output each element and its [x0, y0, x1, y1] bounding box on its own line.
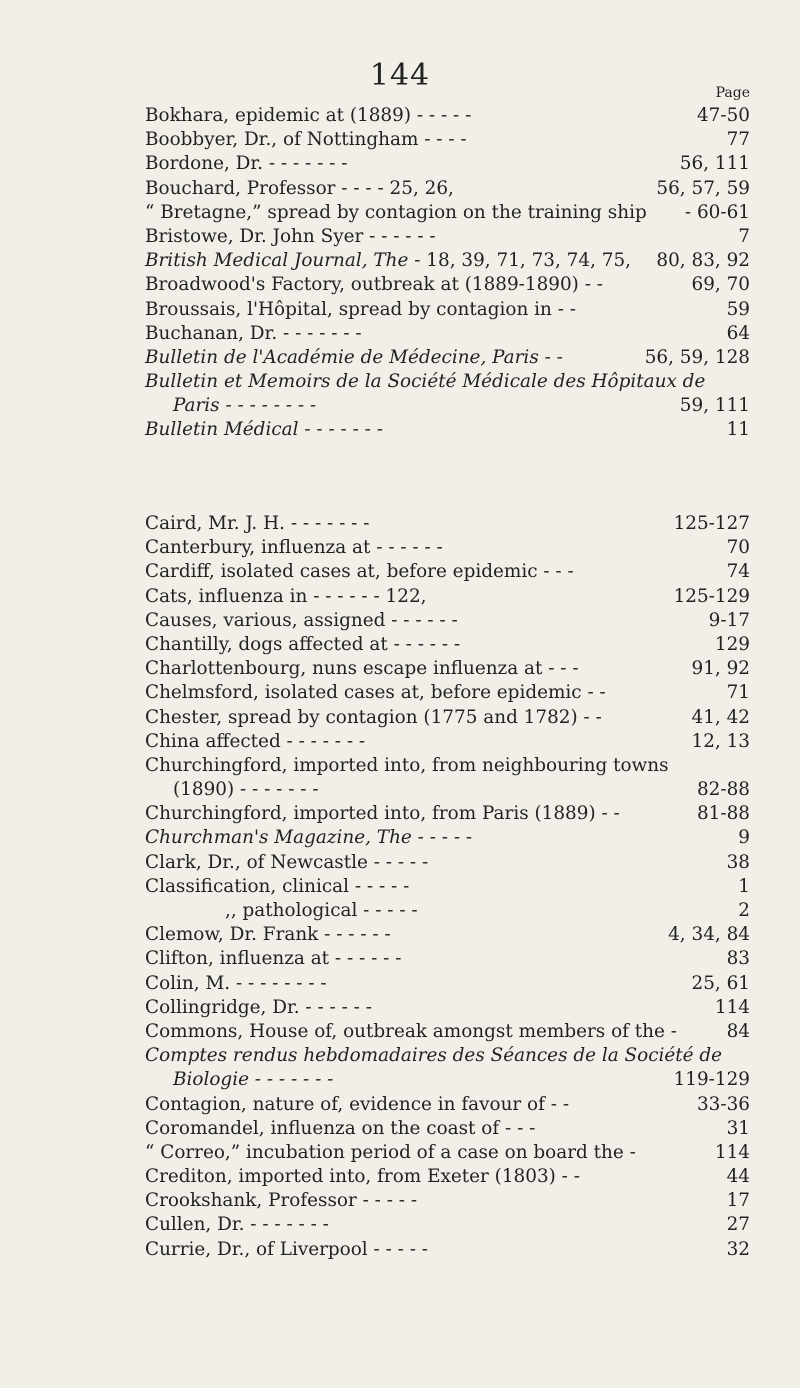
entry-pages: 84	[726, 1020, 750, 1042]
entry-pages: 82-88	[696, 779, 750, 801]
entry-pages: 25, 61	[691, 972, 750, 994]
index-entry	[145, 826, 750, 850]
entry-pages: 33-36	[696, 1093, 750, 1115]
entry-text: Chelmsford, isolated cases at, before epidemic - -	[145, 682, 606, 704]
entry-text: Crediton, imported into, from Exeter (1803) - -	[145, 1166, 580, 1188]
index-entry	[145, 418, 750, 442]
entry-text: Boobbyer, Dr., of Nottingham - - - -	[145, 129, 467, 151]
index-entry	[145, 1068, 750, 1092]
entry-text: Chester, spread by contagion (1775 and 1782) - -	[145, 706, 602, 728]
index-entry	[145, 249, 750, 273]
entry-text: Churchman's Magazine, The - - - - -	[145, 827, 473, 849]
entry-pages: 125-127	[673, 513, 750, 534]
index-entry	[145, 1165, 750, 1189]
index-entry	[145, 754, 750, 778]
entry-text: Classification, clinical - - - - -	[145, 875, 410, 897]
entry-pages: 114	[714, 1141, 750, 1163]
index-entry	[145, 346, 750, 370]
index-entry	[145, 152, 750, 176]
entry-pages: 119-129	[673, 1069, 750, 1091]
entry-text: ,, pathological - - - - -	[225, 900, 418, 921]
entry-text: “ Bretagne,” spread by contagion on the training ship	[145, 201, 647, 223]
index-entry	[145, 947, 750, 971]
index-entry	[145, 273, 750, 297]
entry-pages: 56, 57, 59	[656, 177, 750, 199]
entry-text: Bouchard, Professor - - - - 25, 26,	[145, 177, 454, 199]
index-entry	[145, 972, 750, 996]
entry-pages: 59	[726, 298, 750, 320]
index-section-b	[145, 104, 750, 443]
index-entry	[145, 177, 750, 201]
page-number: 144	[369, 58, 431, 93]
index-entry	[145, 706, 750, 730]
index-entry	[145, 657, 750, 681]
entry-text: Bulletin de l'Académie de Médecine, Paris - -	[145, 346, 563, 368]
entry-pages: 81-88	[696, 803, 750, 825]
entry-text: Colin, M. - - - - - - - -	[145, 972, 327, 994]
index-entry	[145, 512, 750, 536]
entry-pages: 1	[738, 875, 750, 897]
entry-pages: 31	[726, 1117, 750, 1139]
entry-pages: 32	[726, 1238, 750, 1260]
index-entry	[145, 298, 750, 322]
index-section-c	[145, 512, 750, 1262]
entry-pages: 27	[726, 1214, 750, 1236]
index-entry	[145, 923, 750, 947]
entry-text: Bokhara, epidemic at (1889) - - - - -	[145, 105, 472, 126]
index-entry	[145, 778, 750, 802]
index-entry	[145, 1044, 750, 1068]
entry-text: Clark, Dr., of Newcastle - - - - -	[145, 851, 429, 873]
entry-pages: 80, 83, 92	[656, 250, 750, 272]
index-entry	[145, 1117, 750, 1141]
entry-text: China affected - - - - - - -	[145, 730, 366, 752]
index-entry	[145, 394, 750, 418]
index-entry	[145, 225, 750, 249]
entry-text: Bulletin et Memoirs de la Société Médicale des Hôpitaux de	[145, 371, 706, 393]
entry-text: Biologie - - - - - - -	[173, 1069, 334, 1091]
index-entry	[145, 370, 750, 394]
entry-text: Contagion, nature of, evidence in favour of - -	[145, 1093, 570, 1115]
entry-pages: 7	[738, 225, 750, 247]
entry-pages: 91, 92	[691, 658, 750, 680]
entry-text: Cardiff, isolated cases at, before epidemic - - -	[145, 561, 574, 583]
entry-text: Commons, House of, outbreak amongst members of the -	[145, 1020, 677, 1042]
entry-pages: 4, 34, 84	[668, 924, 750, 946]
index-entry	[145, 851, 750, 875]
entry-text: Churchingford, imported into, from neighbouring towns	[145, 754, 669, 776]
entry-pages: 125-129	[673, 585, 750, 607]
entry-text: Crookshank, Professor - - - - -	[145, 1190, 418, 1212]
entry-pages: 59, 111	[679, 395, 750, 417]
entry-text: Clifton, influenza at - - - - - -	[145, 948, 402, 970]
entry-pages: 12, 13	[691, 730, 750, 752]
index-entry	[145, 899, 750, 923]
entry-text: British Medical Journal, The - 18, 39, 71, 73, 74, 75,	[145, 250, 632, 272]
entry-text: Caird, Mr. J. H. - - - - - - -	[145, 513, 370, 534]
entry-pages: 9	[738, 827, 750, 849]
entry-pages: 69, 70	[691, 274, 750, 296]
index-entry	[145, 1020, 750, 1044]
entry-pages: 56, 59, 128	[644, 346, 750, 368]
entry-text: Bristowe, Dr. John Syer - - - - - -	[145, 225, 436, 247]
index-entry	[145, 633, 750, 657]
index-entry	[145, 322, 750, 346]
index-entry	[145, 536, 750, 560]
entry-text: Cullen, Dr. - - - - - - -	[145, 1214, 329, 1236]
entry-text: Currie, Dr., of Liverpool - - - - -	[145, 1238, 428, 1260]
entry-title-italic: Churchman's Magazine, The	[145, 827, 412, 849]
entry-pages: 83	[726, 948, 750, 970]
index-entry	[145, 730, 750, 754]
entry-pages: 56, 111	[679, 153, 750, 175]
entry-title-italic: British Medical Journal, The	[145, 250, 409, 272]
entry-pages: 77	[726, 129, 750, 151]
entry-text: Paris - - - - - - - -	[173, 395, 317, 417]
entry-text: Broussais, l'Hôpital, spread by contagion in - -	[145, 298, 577, 320]
entry-pages: 129	[714, 633, 750, 655]
index-entry	[145, 1238, 750, 1262]
entry-pages: 47-50	[696, 105, 750, 126]
index-entry	[145, 802, 750, 826]
entry-text: Churchingford, imported into, from Paris (1889) - -	[145, 803, 620, 825]
entry-text: Charlottenbourg, nuns escape influenza at - - -	[145, 658, 579, 680]
entry-pages: 41, 42	[691, 706, 750, 728]
entry-text: Broadwood's Factory, outbreak at (1889-1890) - -	[145, 274, 603, 296]
entry-text: Collingridge, Dr. - - - - - -	[145, 996, 372, 1018]
entry-text: Chantilly, dogs affected at - - - - - -	[145, 633, 461, 655]
index-entry	[145, 1189, 750, 1213]
entry-pages: 70	[726, 537, 750, 559]
entry-text: Buchanan, Dr. - - - - - - -	[145, 322, 362, 344]
entry-pages: 17	[726, 1190, 750, 1212]
index-entry	[145, 996, 750, 1020]
entry-text: Cats, influenza in - - - - - - 122,	[145, 585, 427, 607]
entry-text: Clemow, Dr. Frank - - - - - -	[145, 924, 391, 946]
index-entry	[145, 1141, 750, 1165]
entry-text: Bulletin Médical - - - - - - -	[145, 419, 383, 441]
entry-pages: 114	[714, 996, 750, 1018]
entry-text: Bordone, Dr. - - - - - - -	[145, 153, 348, 175]
entry-pages: - 60-61	[684, 201, 750, 223]
entry-text: Causes, various, assigned - - - - - -	[145, 609, 458, 631]
index-entry	[145, 1213, 750, 1237]
index-entry	[145, 1093, 750, 1117]
entry-pages: 38	[726, 851, 750, 873]
entry-text: Canterbury, influenza at - - - - - -	[145, 537, 443, 559]
entry-pages: 64	[726, 322, 750, 344]
entry-pages: 11	[726, 419, 750, 441]
index-entry	[145, 201, 750, 225]
entry-pages: 44	[726, 1166, 750, 1188]
index-entry	[145, 128, 750, 152]
index-entry	[145, 875, 750, 899]
index-entry	[145, 104, 750, 128]
entry-text: Comptes rendus hebdomadaires des Séances de la Société de	[145, 1045, 723, 1067]
entry-text: (1890) - - - - - - -	[173, 779, 319, 801]
entry-text: “ Correo,” incubation period of a case on board the -	[145, 1141, 636, 1163]
index-entry	[145, 585, 750, 609]
index-entry	[145, 609, 750, 633]
page-column-label: Page	[715, 85, 750, 101]
entry-pages: 9-17	[708, 609, 750, 631]
entry-pages: 71	[726, 682, 750, 704]
index-entry	[145, 560, 750, 584]
entry-text: Coromandel, influenza on the coast of - - -	[145, 1117, 536, 1139]
entry-pages: 74	[726, 561, 750, 583]
entry-pages: 2	[738, 900, 750, 921]
index-entry	[145, 681, 750, 705]
